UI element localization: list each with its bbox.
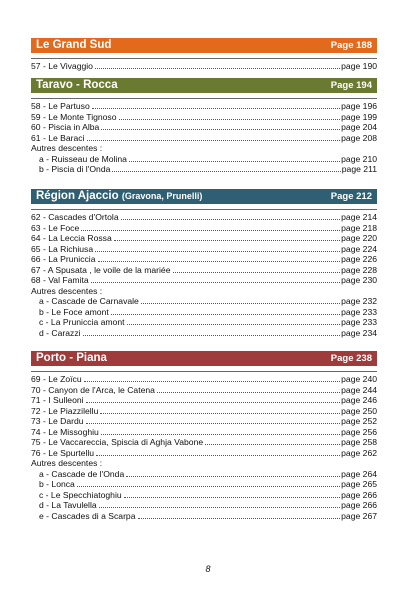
toc-entry-label: b - Le Foce amont	[39, 306, 109, 317]
toc-entry-label: 72 - Le Piazzilellu	[31, 405, 99, 416]
section-page-ref: Page 212	[330, 191, 372, 202]
dot-leader	[114, 240, 340, 241]
toc-entry-page: page 224	[341, 243, 377, 254]
dot-leader	[86, 423, 341, 424]
dot-leader	[126, 476, 340, 477]
dot-leader	[84, 381, 341, 382]
toc-entry	[31, 427, 377, 438]
dot-leader	[121, 219, 341, 220]
dot-leader	[87, 140, 341, 141]
toc-entry-label: a - Cascade de Carnavale	[39, 296, 139, 306]
section-title-subtitle: (Gravona, Prunelli)	[121, 191, 203, 201]
dot-leader	[112, 171, 340, 172]
section-title	[36, 352, 107, 365]
toc-entry-list	[31, 101, 377, 175]
toc-entry-label: 68 - Val Famita	[31, 275, 89, 285]
toc-entry-label: 63 - Le Foce	[31, 222, 80, 233]
toc-entry	[31, 395, 377, 406]
toc-entry-label: a - Ruisseau de Molina	[39, 153, 127, 164]
toc-entry-page: page 214	[341, 212, 377, 222]
toc-entry-page: page 233	[341, 317, 377, 327]
toc-entry-label: 61 - Le Baraci	[31, 132, 85, 143]
toc-entry-page: page 265	[341, 479, 377, 489]
dot-leader	[101, 129, 340, 130]
toc-entry-list	[31, 374, 377, 521]
toc-subheading	[31, 286, 377, 297]
toc-entry	[31, 296, 377, 307]
dot-leader	[77, 486, 340, 487]
toc-entry	[31, 133, 377, 144]
toc-entry	[31, 307, 377, 318]
section-grand-sud	[31, 38, 377, 72]
section-header	[31, 351, 377, 366]
dot-leader	[91, 282, 341, 283]
section-divider	[31, 58, 377, 59]
section-region-ajaccio	[31, 189, 377, 338]
toc-entry	[31, 101, 377, 112]
dot-leader	[92, 108, 340, 109]
toc-entry-page: page 264	[341, 468, 377, 479]
toc-entry-label: 74 - Le Missoghiu	[31, 426, 99, 437]
section-title	[36, 39, 111, 52]
toc-entry-label: 73 - Le Dardu	[31, 416, 84, 426]
toc-entry-page: page 204	[341, 122, 377, 132]
section-title-text: Taravo - Rocca	[36, 79, 118, 91]
toc-entry-page: page 208	[341, 132, 377, 143]
toc-entry-label: 59 - Le Monte Tignoso	[31, 111, 117, 122]
section-taravo-rocca	[31, 78, 377, 175]
dot-leader	[138, 518, 341, 519]
dot-leader	[86, 402, 341, 403]
section-title	[36, 190, 202, 203]
dot-leader	[173, 272, 341, 273]
toc-entry-label: 67 - A Spusata , le voile de la mariée	[31, 264, 171, 275]
toc-entry	[31, 328, 377, 339]
toc-entry-label: 57 - Le Vivaggio	[31, 61, 93, 71]
toc-entry-list	[31, 61, 377, 72]
toc-entry	[31, 469, 377, 480]
dot-leader	[96, 455, 340, 456]
dot-leader	[100, 413, 340, 414]
dot-leader	[157, 392, 340, 393]
toc-entry-page: page 246	[341, 395, 377, 405]
toc-entry-page: page 199	[341, 111, 377, 122]
toc-entry-page: page 234	[341, 327, 377, 338]
toc-entry-page: page 226	[341, 254, 377, 264]
toc-entry	[31, 122, 377, 133]
toc-entry-label: a - Cascade de l'Onda	[39, 468, 125, 479]
toc-entry-page: page 267	[341, 510, 377, 521]
section-divider	[31, 209, 377, 210]
toc-entry-label: 75 - Le Vaccareccia, Spiscia di Aghja Vabone	[31, 437, 204, 447]
toc-entry	[31, 275, 377, 286]
toc-entry-page: page 228	[341, 264, 377, 275]
toc-entry-label: 76 - Le Spurtellu	[31, 447, 95, 458]
page-number: 8	[205, 564, 211, 574]
toc-entry	[31, 254, 377, 265]
toc-entry-list	[31, 212, 377, 338]
section-title-text: Le Grand Sud	[36, 39, 112, 51]
section-page-ref: Page 188	[330, 40, 372, 51]
toc-entry-page: page 232	[341, 296, 377, 306]
toc-entry-page: page 211	[341, 164, 377, 174]
toc-entry	[31, 416, 377, 427]
toc-entry	[31, 437, 377, 448]
dot-leader	[127, 324, 341, 325]
dot-leader	[99, 507, 341, 508]
toc-entry	[31, 500, 377, 511]
dot-leader	[95, 251, 340, 252]
toc-entry-page: page 250	[341, 405, 377, 416]
toc-entry-label: 60 - Piscia in Alba	[31, 122, 100, 132]
toc-entry-label: 64 - La Leccia Rossa	[31, 233, 112, 243]
toc-entry-page: page 233	[341, 306, 377, 317]
toc-entry-page: page 230	[341, 275, 377, 285]
dot-leader	[101, 434, 340, 435]
dot-leader	[98, 261, 341, 262]
toc-entry	[31, 406, 377, 417]
toc-entry-label: 66 - La Pruniccia	[31, 254, 96, 264]
dot-leader	[111, 314, 340, 315]
toc-entry	[31, 112, 377, 123]
dot-leader	[95, 68, 340, 69]
toc-entry	[31, 244, 377, 255]
toc-entry-label: 69 - Le Zoïcu	[31, 374, 82, 384]
toc-entry	[31, 265, 377, 276]
toc-entry-page: page 218	[341, 222, 377, 233]
toc-entry-label: 70 - Canyon de l'Arca, le Catena	[31, 384, 155, 395]
toc-entry	[31, 317, 377, 328]
section-header	[31, 189, 377, 204]
section-page-ref: Page 238	[330, 353, 372, 364]
section-header	[31, 38, 377, 53]
section-divider	[31, 371, 377, 372]
toc-entry	[31, 511, 377, 522]
toc-entry	[31, 223, 377, 234]
toc-entry-label: 71 - I Sulleoni	[31, 395, 84, 405]
dot-leader	[119, 119, 341, 120]
toc-entry-page: page 266	[341, 489, 377, 500]
toc-subheading	[31, 458, 377, 469]
toc-entry	[31, 448, 377, 459]
section-title	[36, 79, 118, 92]
section-title-text: Porto - Piana	[36, 352, 107, 364]
toc-entry-label: d - La Tavulella	[39, 500, 97, 510]
toc-entry	[31, 385, 377, 396]
section-page-ref: Page 194	[330, 80, 372, 91]
toc-entry-label: e - Cascades di a Scarpa	[39, 510, 136, 521]
toc-entry	[31, 154, 377, 165]
toc-entry	[31, 490, 377, 501]
toc-entry	[31, 164, 377, 175]
toc-entry-page: page 258	[341, 437, 377, 447]
toc-entry-label: c - La Pruniccia amont	[39, 317, 125, 327]
toc-entry-page: page 190	[341, 61, 377, 71]
section-porto-piana	[31, 351, 377, 521]
toc-entry-label: Autres descentes :	[31, 143, 103, 153]
dot-leader	[81, 230, 340, 231]
section-title-text: Région Ajaccio	[36, 190, 119, 202]
toc-entry-page: page 196	[341, 101, 377, 111]
dot-leader	[205, 444, 340, 445]
dot-leader	[124, 497, 341, 498]
toc-entry-page: page 240	[341, 374, 377, 384]
toc-entry-label: b - Piscia di l'Onda	[39, 164, 111, 174]
toc-entry	[31, 61, 377, 72]
toc-entry-page: page 266	[341, 500, 377, 510]
toc-entry-label: 58 - Le Partuso	[31, 101, 90, 111]
dot-leader	[129, 161, 340, 162]
toc-entry	[31, 212, 377, 223]
toc-entry-label: d - Carazzi	[39, 327, 81, 338]
toc-entry-label: 62 - Cascades d'Ortola	[31, 212, 119, 222]
toc-subheading	[31, 143, 377, 154]
toc-entry-label: b - Lonca	[39, 479, 75, 489]
toc-entry-page: page 256	[341, 426, 377, 437]
toc-entry-label: c - Le Specchiatoghiu	[39, 489, 122, 500]
toc-entry-label: Autres descentes :	[31, 285, 103, 296]
section-header	[31, 78, 377, 93]
toc-entry-page: page 252	[341, 416, 377, 426]
toc-entry-page: page 262	[341, 447, 377, 458]
dot-leader	[141, 303, 340, 304]
toc-entry	[31, 374, 377, 385]
section-divider	[31, 98, 377, 99]
toc-entry-label: Autres descentes :	[31, 458, 103, 468]
toc-entry	[31, 233, 377, 244]
toc-entry-page: page 210	[341, 153, 377, 164]
toc-entry-page: page 244	[341, 384, 377, 395]
dot-leader	[83, 335, 341, 336]
toc-entry-page: page 220	[341, 233, 377, 243]
toc-entry-label: 65 - La Richiusa	[31, 243, 94, 254]
toc-entry	[31, 479, 377, 490]
